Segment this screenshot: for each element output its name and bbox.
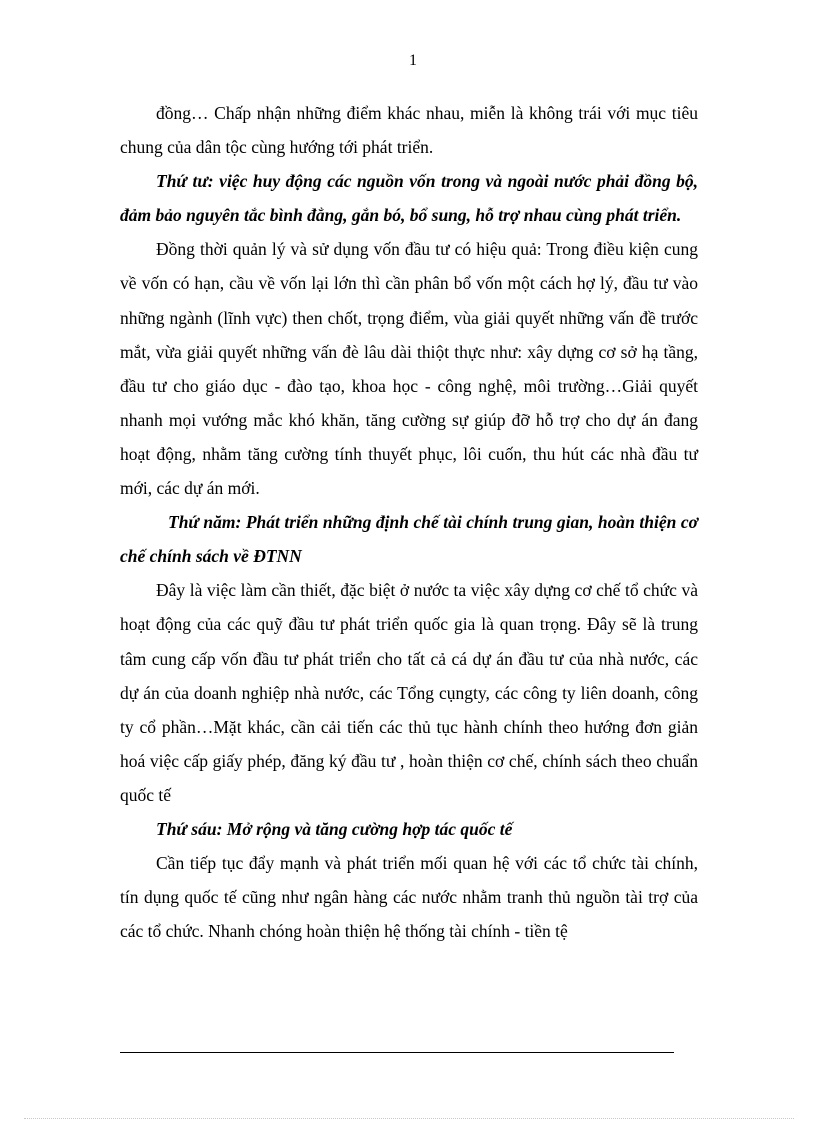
paragraph-von-dau-tu: Đồng thời quản lý và sử dụng vốn đầu tư có hiệu quả: Trong điều kiện cung về vốn có hạn, cầu về vốn lại lớn thì cần phân bổ vốn một cách hợ lý, đầu tư vào những ngành (lĩnh vực) then chốt, trọng điểm, vùa giải quyết những vấn đề trước mắt, vừa giải quyết những vấn đè lâu dài thiột thực như: xây dựng cơ sở hạ tầng, đầu tư cho giáo dục - đào tạo, khoa học - công nghệ, môi trường…Giải quyết nhanh mọi vướng mắc khó khăn, tăng cường sự giúp đỡ hỗ trợ cho dự án đang hoạt động, nhằm tăng cường tính thuyết phục, lôi cuốn, thu hút các nhà đầu tư mới, các dự án mới. bbox=[120, 239, 698, 499]
page-number: 1 bbox=[409, 52, 417, 69]
document-body bbox=[120, 96, 698, 948]
page-bottom-border bbox=[24, 1118, 794, 1119]
section-heading-thu-tu: Thứ tư: việc huy động các nguồn vốn trong và ngoài nước phải đồng bộ, đảm bảo nguyên tắc bình đẳng, gắn bó, bổ sung, hỗ trợ nhau cùng phát triển. bbox=[120, 171, 698, 226]
footer-rule bbox=[120, 1052, 674, 1053]
section-heading-thu-sau: Thứ sáu: Mở rộng và tăng cường hợp tác quốc tế bbox=[156, 818, 513, 839]
paragraph-continuation: đồng… Chấp nhận những điểm khác nhau, miễn là không trái với mục tiêu chung của dân tộc cùng hướng tới phát triển. bbox=[120, 103, 698, 158]
paragraph-dinh-che-tai-chinh: Đây là việc làm cần thiết, đặc biệt ở nước ta việc xây dựng cơ chế tổ chức và hoạt động của các quỹ đầu tư phát triển quốc gia là quan trọng. Đây sẽ là trung tâm cung cấp vốn đầu tư phát triển cho tất cả cá dự án đầu tư của nhà nước, các dự án của doanh nghiệp nhà nước, các Tổng cụngty, các công ty liên doanh, công ty cổ phần…Mặt khác, cần cải tiến các thủ tục hành chính theo hướng đơn giản hoá việc cấp giấy phép, đăng ký đầu tư , hoàn thiện cơ chế, chính sách theo chuẩn quốc tế bbox=[120, 580, 698, 805]
paragraph-hop-tac-quoc-te: Cần tiếp tục đẩy mạnh và phát triển mối quan hệ với các tổ chức tài chính, tín dụng quốc tế cũng như ngân hàng các nước nhằm tranh thủ nguồn tài trợ của các tổ chức. Nhanh chóng hoàn thiện hệ thống tài chính - tiền tệ bbox=[120, 853, 698, 942]
section-heading-thu-nam: Thứ năm: Phát triển những định chế tài chính trung gian, hoàn thiện cơ chế chính sách về ĐTNN bbox=[120, 512, 698, 567]
